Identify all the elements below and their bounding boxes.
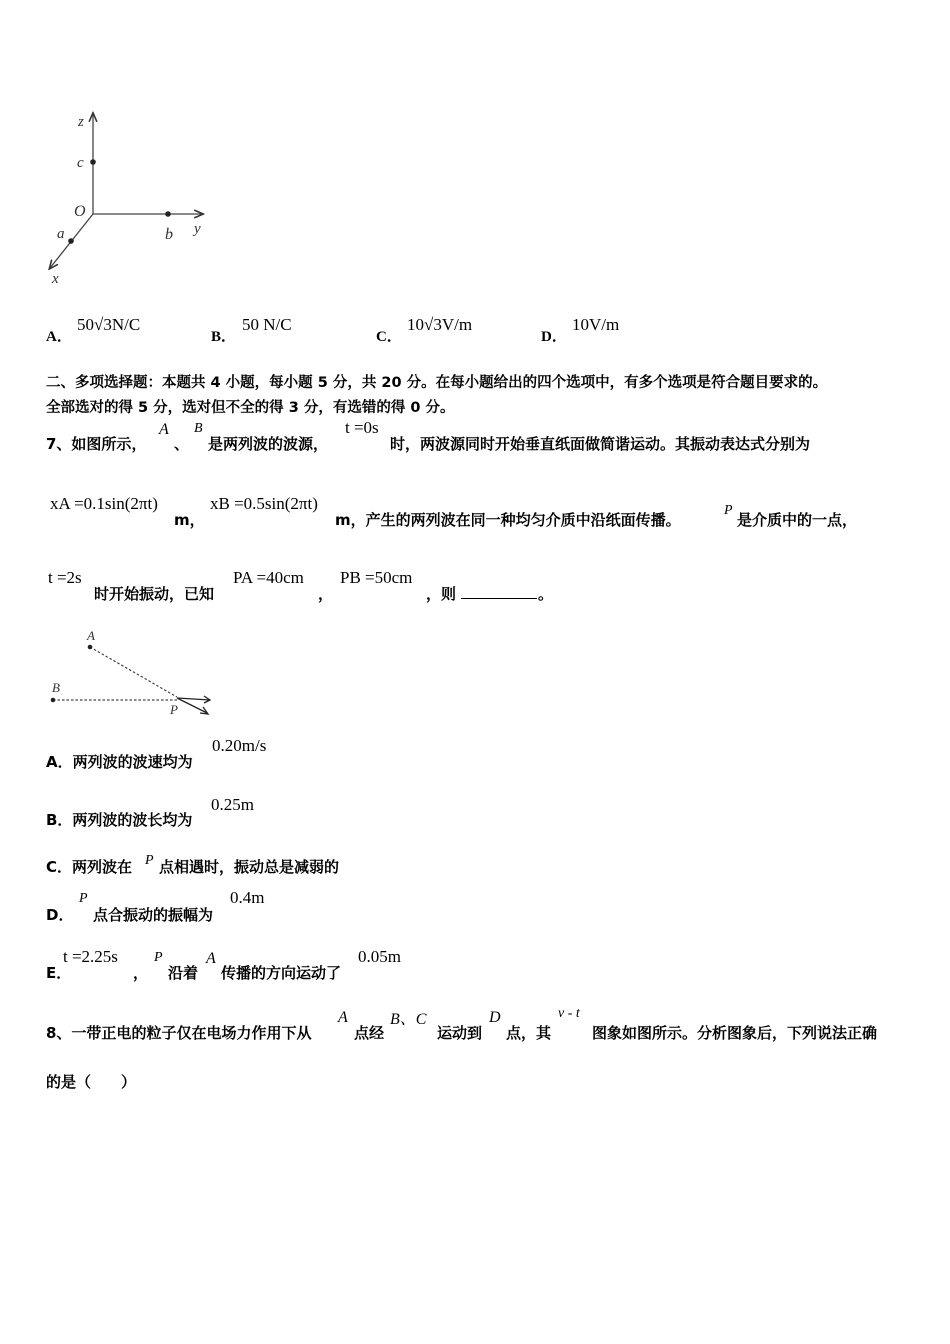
q7-option-e-a: A [206,950,216,967]
q7-source-b: B [194,421,203,436]
point-b [165,211,171,217]
q7-option-d-label: D． [46,906,74,924]
q7-sep: 、 [174,435,190,453]
q7-option-d-mid: 点合振动的振幅为 [93,906,214,924]
y-label: y [194,221,201,237]
q7-option-e-comma: ， [133,964,149,982]
q7-p: P [724,503,733,518]
q7-text5: ，则 [426,585,457,603]
q7-xA: xA =0.1sin(2πt) [50,494,158,513]
origin-label: O [74,203,86,220]
point-a [68,238,74,244]
q6-option-b-value: 50 N/C [242,315,292,334]
q6-option-c-label: C． [376,329,402,345]
wave-sources-figure [44,628,224,723]
point-a [88,645,93,650]
q7-option-e-p: P [154,950,163,965]
q7-xB: xB =0.5sin(2πt) [210,494,318,513]
q7-option-e-mid: 沿着 [168,964,199,982]
point-b [51,698,56,703]
q6-option-a-label: A． [46,329,72,345]
label-a: A [87,628,95,643]
q8-t2: 运动到 [437,1024,483,1042]
x-label: x [52,271,59,287]
q8-line2: 的是（ ） [46,1073,137,1091]
q7-option-e-t: t =2.25s [63,947,118,966]
q6-option-d-value: 10V/m [572,315,620,334]
q7-text1: 是两列波的波源， [208,435,329,453]
q8-bc: B、C [390,1011,427,1028]
q7-end: 。 [538,585,554,603]
q7-text4: 时开始振动，已知 [94,585,215,603]
section2-line2: 全部选对的得 5 分，选对但不全的得 3 分，有选错的得 0 分。 [46,400,455,416]
a-label: a [57,226,65,242]
arrow-2 [177,698,207,713]
q8-intro: 8、一带正电的粒子仅在电场力作用下从 [46,1024,312,1042]
q8-t3: 点，其 [506,1024,552,1042]
q7-option-d-value: 0.4m [230,888,265,907]
q7-option-b-label: B．两列波的波长均为 [46,811,193,829]
q8-a: A [338,1009,348,1026]
q7-option-c-label: C．两列波在 [46,858,133,876]
c-label: c [77,155,84,171]
arrow-1 [177,698,210,700]
axes-figure [40,106,220,291]
q6-option-c-value: 10√3V/m [407,315,473,334]
q7-unit2: m，产生的两列波在同一种均匀介质中沿纸面传播。 [335,511,681,529]
q7-option-e-label: E． [46,964,72,982]
q7-option-c-p: P [145,853,154,868]
line-ap [90,647,177,697]
q7-option-b-value: 0.25m [211,795,254,814]
q7-unit1: m， [174,511,205,529]
q7-text2: 时，两波源同时开始垂直纸面做简谐运动。其振动表达式分别为 [390,435,811,453]
q7-pb: PB =50cm [340,568,413,587]
q7-option-d-p: P [79,891,88,906]
q7-option-c-tail: 点相遇时，振动总是减弱的 [159,858,340,876]
q8-t4: 图象如图所示。分析图象后，下列说法正确 [592,1024,878,1042]
q7-option-e-value: 0.05m [358,947,401,966]
q8-t1: 点经 [354,1024,385,1042]
q6-option-a-value: 50√3N/C [77,315,141,334]
q7-pa: PA =40cm [233,568,304,587]
q8-vt: v - t [558,1006,580,1021]
q7-option-a-label: A．两列波的波速均为 [46,753,193,771]
q7-comma: ， [318,585,334,603]
q7-option-e-tail: 传播的方向运动了 [221,964,342,982]
point-c [90,159,96,165]
q6-option-b-label: B． [211,329,237,345]
q7-answer-blank [461,584,537,603]
q7-text3: 是介质中的一点， [737,511,858,529]
q7-source-a: A [159,421,169,438]
label-b: B [52,680,60,695]
label-p: P [170,702,178,717]
q7-t0: t =0s [345,418,379,437]
q8-d: D [489,1009,501,1026]
section2-line1: 二、多项选择题：本题共 4 小题，每小题 5 分，共 20 分。在每小题给出的四个选项中，有多个选项是符合题目要求的。 [46,375,828,391]
q7-option-a-value: 0.20m/s [212,736,267,755]
z-label: z [78,114,84,130]
b-label: b [165,226,173,243]
q7-t2: t =2s [48,568,82,587]
q6-option-d-label: D． [541,329,567,345]
q7-intro: 7、如图所示， [46,435,147,453]
